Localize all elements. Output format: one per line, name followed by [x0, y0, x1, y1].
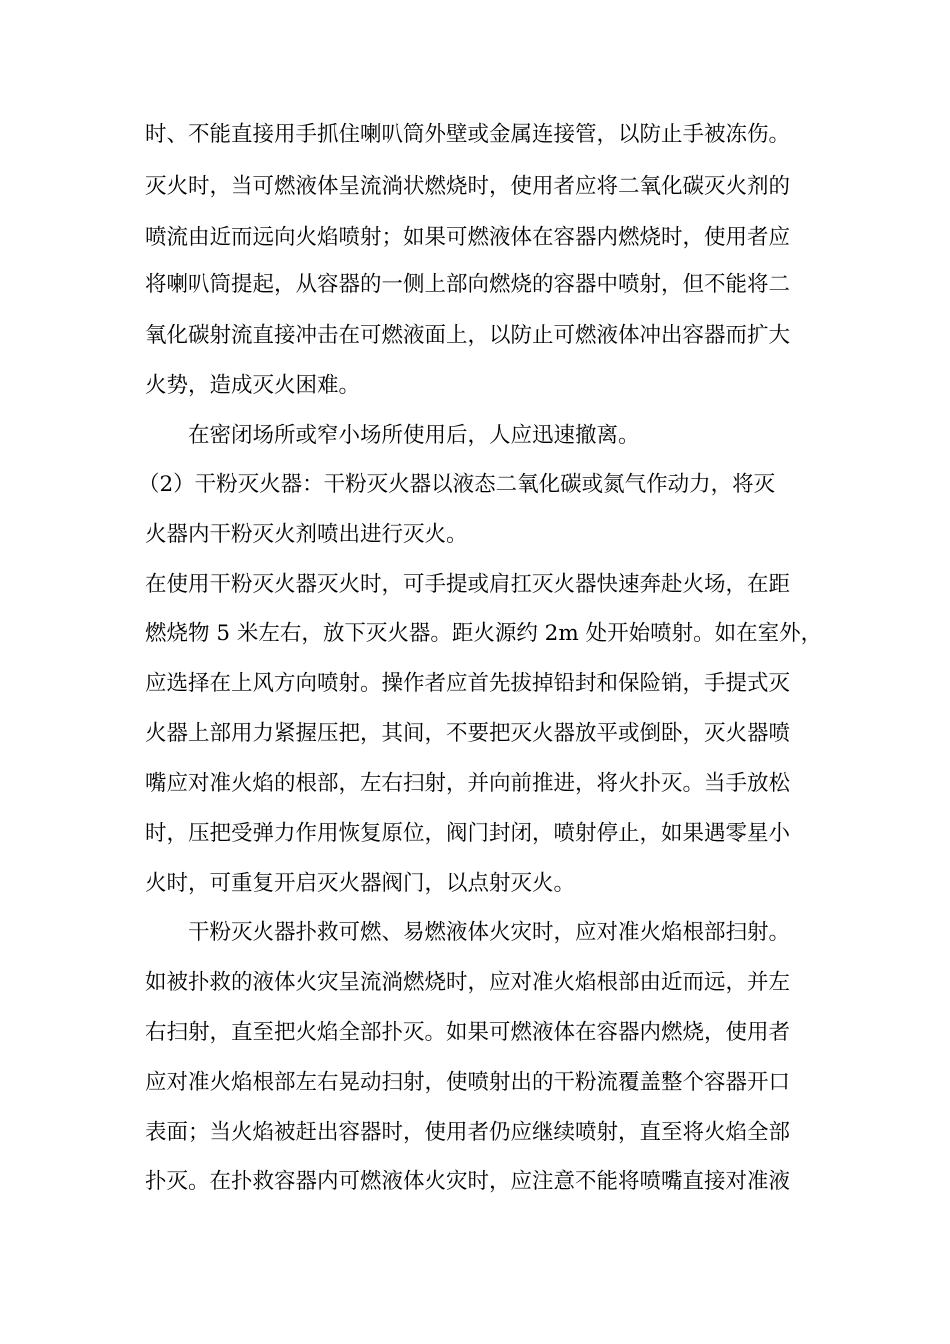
text-line: 火时，可重复开启灭火器阀门，以点射灭火。	[145, 871, 576, 896]
text-line: 应选择在上风方向喷射。操作者应首先拔掉铅封和保险销，手提式灭	[145, 671, 791, 696]
text-line: 氧化碳射流直接冲击在可燃液面上，以防止可燃液体冲出容器而扩大	[145, 323, 791, 348]
text-line: 在密闭场所或窄小场所使用后，人应迅速撤离。	[188, 423, 640, 448]
text-line: 火器上部用力紧握压把，其间，不要把灭火器放平或倒卧，灭火器喷	[145, 721, 791, 746]
text-line: 火器内干粉灭火剂喷出进行灭火。	[145, 522, 468, 547]
text-line: 右扫射，直至把火焰全部扑灭。如果可燃液体在容器内燃烧，使用者	[145, 1020, 791, 1045]
text-line: 喷流由近而远向火焰喷射；如果可燃液体在容器内燃烧时，使用者应	[145, 225, 791, 250]
text-line: 嘴应对准火焰的根部，左右扫射，并向前推进，将火扑灭。当手放松	[145, 771, 791, 796]
text-line: 在使用干粉灭火器灭火时，可手提或肩扛灭火器快速奔赴火场，在距	[145, 572, 791, 597]
text-line: 应对准火焰根部左右晃动扫射，使喷射出的干粉流覆盖整个容器开口	[145, 1070, 791, 1095]
text-line: 扑灭。在扑救容器内可燃液体火灾时，应注意不能将喷嘴直接对准液	[145, 1169, 791, 1194]
text-line: 将喇叭筒提起，从容器的一侧上部向燃烧的容器中喷射，但不能将二	[145, 272, 791, 297]
text-line: （2）干粉灭火器：干粉灭火器以液态二氧化碳或氮气作动力，将灭	[138, 472, 776, 497]
text-line: 燃烧物 5 米左右，放下灭火器。距火源约 2m 处开始喷射。如在室外，	[145, 621, 823, 646]
text-line: 干粉灭火器扑救可燃、易燃液体火灾时，应对准火焰根部扫射。	[188, 920, 791, 945]
text-line: 如被扑救的液体火灾呈流淌燃烧时，应对准火焰根部由近而远，并左	[145, 970, 791, 995]
text-line: 火势，造成灭火困难。	[145, 373, 361, 398]
text-line: 时，压把受弹力作用恢复原位，阀门封闭，喷射停止，如果遇零星小	[145, 821, 791, 846]
text-line: 时、不能直接用手抓住喇叭筒外壁或金属连接管，以防止手被冻伤。	[145, 122, 791, 147]
text-line: 表面；当火焰被赶出容器时，使用者仍应继续喷射，直至将火焰全部	[145, 1120, 791, 1145]
text-line: 灭火时，当可燃液体呈流淌状燃烧时，使用者应将二氧化碳灭火剂的	[145, 174, 791, 199]
